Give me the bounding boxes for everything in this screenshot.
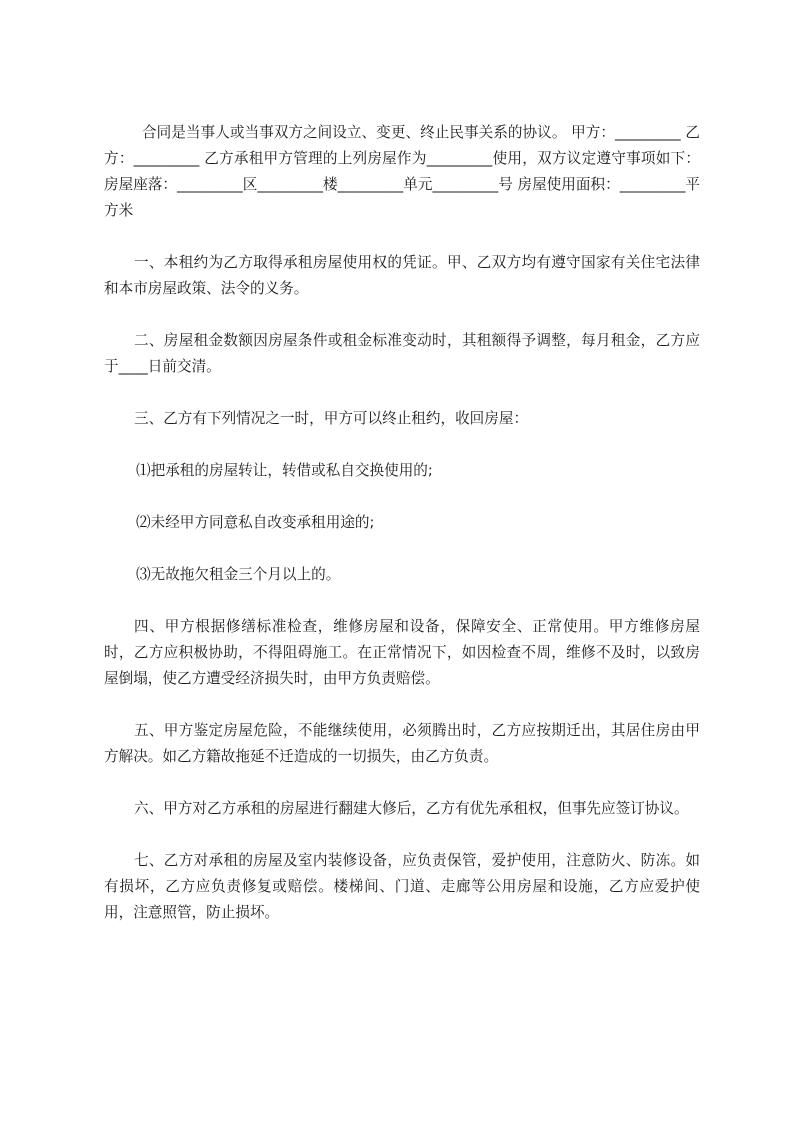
clause-7: 七、乙方对承租的房屋及室内装修设备，应负责保管，爱护使用，注意防火、防冻。如有损坏，乙方应负责修复或赔偿。楼梯间、门道、走廊等公用房屋和设施，乙方应爱护使用，注意照管，防止损坏。 xyxy=(104,852,700,921)
clause-1: 一、本租约为乙方取得承租房屋使用权的凭证。甲、乙双方均有遵守国家有关住宅法律和本市房屋政策、法令的义务。 xyxy=(104,254,700,297)
document-page xyxy=(104,120,700,926)
spacer xyxy=(104,770,700,796)
clause-5: 五、甲方鉴定房屋危险，不能继续使用，必须腾出时，乙方应按期迁出，其居住房由甲方解决。如乙方籍故拖延不迁造成的一切损失，由乙方负责。 xyxy=(104,722,700,765)
clause-3-item-1: ⑴把承租的房屋转让，转借或私自交换使用的; xyxy=(136,462,433,479)
spacer xyxy=(104,302,700,328)
spacer xyxy=(104,484,700,510)
clause-2: 二、房屋租金数额因房屋条件或租金标准变动时，其租额得予调整，每月租金，乙方应于____日前交清。 xyxy=(104,332,700,375)
spacer xyxy=(104,380,700,406)
spacer xyxy=(104,822,700,848)
clause-3: 三、乙方有下列情况之一时，甲方可以终止租约，收回房屋： xyxy=(134,410,529,427)
clause-4: 四、甲方根据修缮标准检查，维修房屋和设备，保障安全、正常使用。甲方维修房屋时，乙方应积极协助，不得阻碍施工。在正常情况下，如因检查不周，维修不及时，以致房屋倒塌，使乙方遭受经济损失时，由甲方负责赔偿。 xyxy=(104,618,700,687)
spacer xyxy=(104,536,700,562)
clause-3-item-3: ⑶无故拖欠租金三个月以上的。 xyxy=(136,566,341,583)
intro-paragraph: 合同是当事人或当事双方之间设立、变更、终止民事关系的协议。 甲方：_________ 乙方：_________ 乙方承租甲方管理的上列房屋作为_________使用，双方议定遵守事项如下： 房屋座落：_________区_________楼_________单元_________号 房屋使用面积：_________平方米 xyxy=(104,124,700,219)
clause-3-item-2: ⑵未经甲方同意私自改变承租用途的; xyxy=(136,514,375,531)
spacer xyxy=(104,588,700,614)
spacer xyxy=(104,692,700,718)
clause-6: 六、甲方对乙方承租的房屋进行翻建大修后，乙方有优先承租权，但事先应签订协议。 xyxy=(134,800,689,817)
spacer xyxy=(104,432,700,458)
spacer xyxy=(104,224,700,250)
